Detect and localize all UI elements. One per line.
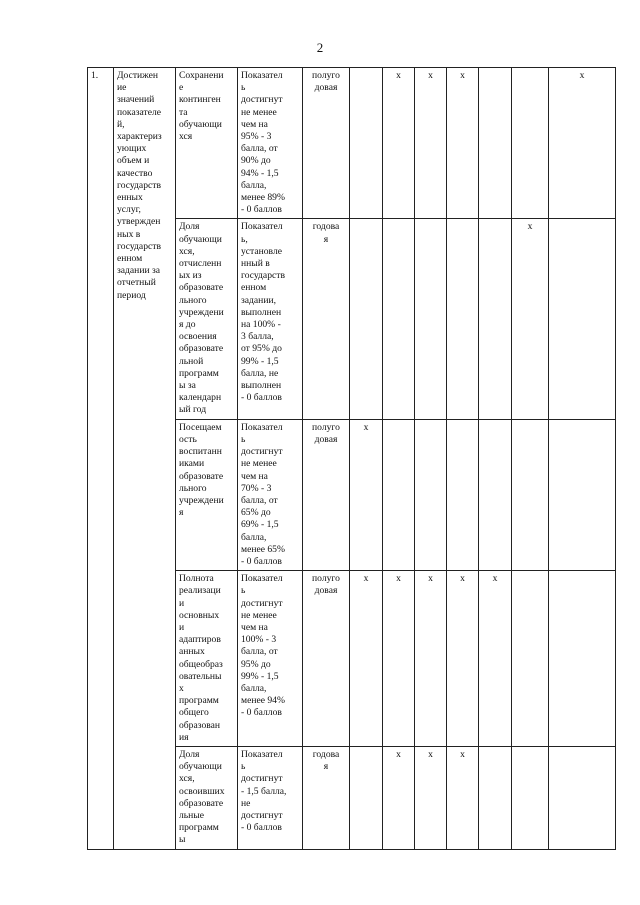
- page-number: 2: [316, 40, 324, 55]
- indicator-cell: Полнота реализаци и основных и адаптиров анных общеобраз овательны х программ общего образован ия: [176, 571, 238, 747]
- mark-cell: [512, 68, 549, 219]
- mark-cell: x: [415, 571, 447, 747]
- periodicity-cell: полуго довая: [303, 68, 350, 219]
- indicator-cell: Сохранени е континген та обучающи хся: [176, 68, 238, 219]
- mark-cell: [383, 419, 415, 570]
- condition-cell: Показател ь, установле нный в государств енном задании, выполнен на 100% - 3 балла, от 95% до 99% - 1,5 балла, не выполнен - 0 баллов: [238, 219, 303, 419]
- mark-cell: [447, 219, 479, 419]
- mark-cell: [479, 219, 512, 419]
- mark-cell: x: [350, 571, 383, 747]
- criteria-table: [87, 67, 616, 850]
- mark-cell: [350, 746, 383, 849]
- mark-cell: [549, 571, 616, 747]
- indicator-cell: Доля обучающи хся, освоивших образовате льные программ ы: [176, 746, 238, 849]
- mark-cell: x: [350, 419, 383, 570]
- mark-cell: [415, 219, 447, 419]
- mark-cell: x: [415, 746, 447, 849]
- condition-cell: Показател ь достигнут - 1,5 балла, не достигнут - 0 баллов: [238, 746, 303, 849]
- mark-cell: x: [415, 68, 447, 219]
- mark-cell: [415, 419, 447, 570]
- condition-cell: Показател ь достигнут не менее чем на 100% - 3 балла, от 95% до 99% - 1,5 балла, менее 94% - 0 баллов: [238, 571, 303, 747]
- mark-cell: [512, 571, 549, 747]
- periodicity-cell: годова я: [303, 746, 350, 849]
- mark-cell: x: [383, 746, 415, 849]
- mark-cell: x: [383, 68, 415, 219]
- mark-cell: [512, 419, 549, 570]
- mark-cell: x: [549, 68, 616, 219]
- mark-cell: x: [512, 219, 549, 419]
- mark-cell: x: [447, 746, 479, 849]
- mark-cell: [549, 746, 616, 849]
- mark-cell: x: [383, 571, 415, 747]
- indicator-cell: Посещаем ость воспитанн иками образовате льного учреждени я: [176, 419, 238, 570]
- mark-cell: [479, 68, 512, 219]
- mark-cell: [479, 419, 512, 570]
- condition-cell: Показател ь достигнут не менее чем на 95% - 3 балла, от 90% до 94% - 1,5 балла, менее 89% - 0 баллов: [238, 68, 303, 219]
- mark-cell: [512, 746, 549, 849]
- section-number: 1.: [88, 68, 114, 850]
- indicator-cell: Доля обучающи хся, отчисленн ых из образовате льного учреждени я до освоения образовате льной программ ы за календарн ый год: [176, 219, 238, 419]
- mark-cell: [383, 219, 415, 419]
- table-row: [88, 68, 616, 219]
- mark-cell: x: [447, 571, 479, 747]
- mark-cell: [479, 746, 512, 849]
- mark-cell: [549, 419, 616, 570]
- section-title: Достижен ие значений показателе й, характериз ующих объем и качество государств енных услуг, утвержден ных в государств енном задании за отчетный период: [114, 68, 176, 850]
- mark-cell: [350, 68, 383, 219]
- mark-cell: x: [447, 68, 479, 219]
- periodicity-cell: полуго довая: [303, 419, 350, 570]
- periodicity-cell: полуго довая: [303, 571, 350, 747]
- mark-cell: x: [479, 571, 512, 747]
- mark-cell: [549, 219, 616, 419]
- condition-cell: Показател ь достигнут не менее чем на 70% - 3 балла, от 65% до 69% - 1,5 балла, менее 65% - 0 баллов: [238, 419, 303, 570]
- mark-cell: [447, 419, 479, 570]
- periodicity-cell: годова я: [303, 219, 350, 419]
- mark-cell: [350, 219, 383, 419]
